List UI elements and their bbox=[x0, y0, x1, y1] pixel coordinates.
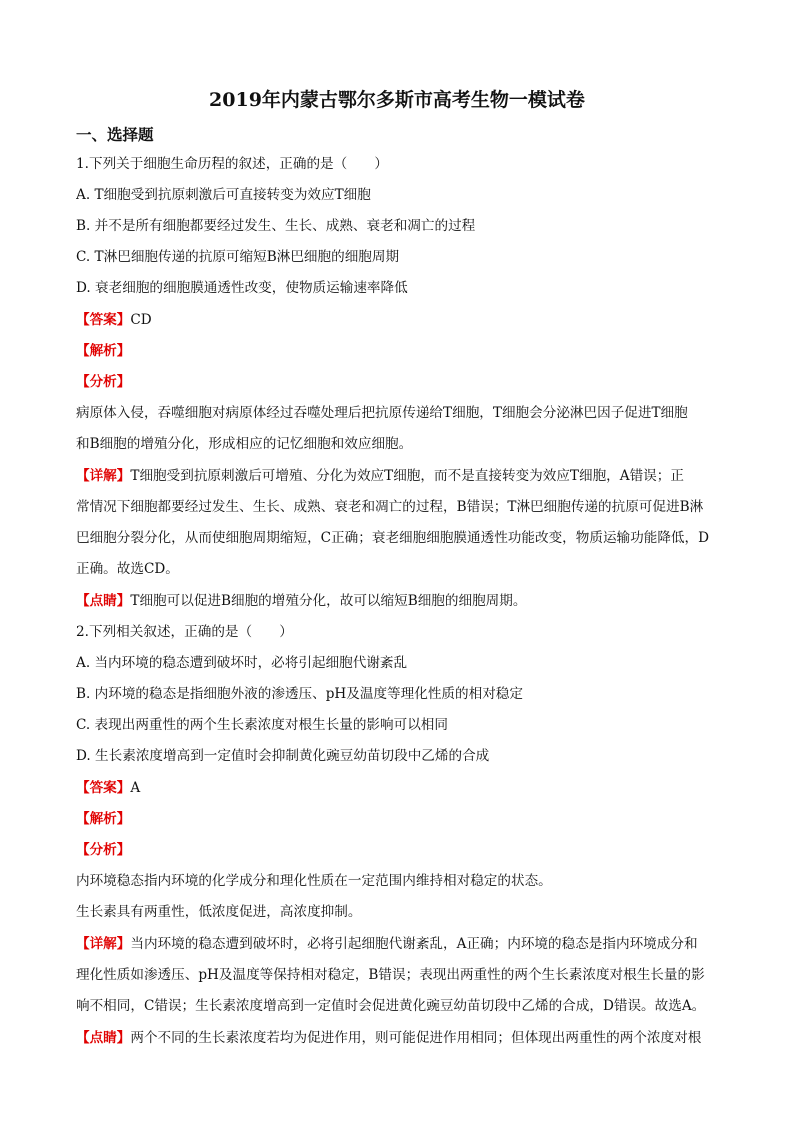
fenxi-tag: 【分析】 bbox=[76, 374, 131, 390]
q1-option-b: B. 并不是所有细胞都要经过发生、生长、成熟、衰老和凋亡的过程 bbox=[76, 218, 476, 234]
q1-xiangjie-line-4: 正确。故选CD。 bbox=[76, 561, 179, 577]
q2-answer bbox=[76, 776, 726, 800]
dianjing-text: 两个不同的生长素浓度若均为促进作用，则可能促进作用相同；但体现出两重性的两个浓度对根 bbox=[130, 1030, 702, 1046]
document-title: 2019年内蒙古鄂尔多斯市高考生物一模试卷 bbox=[209, 89, 585, 111]
answer-value: A bbox=[130, 780, 141, 796]
dianjing-tag: 【点睛】 bbox=[76, 1030, 131, 1046]
section-heading: 一、选择题 bbox=[76, 125, 154, 144]
answer-tag: 【答案】 bbox=[76, 312, 131, 328]
q2-fenxi-heading bbox=[76, 838, 726, 862]
q2-xiangjie-line-2: 理化性质如渗透压、pH及温度等保持相对稳定，B错误；表现出两重性的两个生长素浓度对根生长量的影 bbox=[76, 967, 705, 983]
q1-dianjing bbox=[76, 589, 726, 613]
q2-option-d: D. 生长素浓度增高到一定值时会抑制黄化豌豆幼苗切段中乙烯的合成 bbox=[76, 748, 490, 764]
q1-option-c: C. T淋巴细胞传递的抗原可缩短B淋巴细胞的细胞周期 bbox=[76, 249, 400, 265]
dianjing-tag: 【点睛】 bbox=[76, 593, 131, 609]
q2-fenxi-line-2: 生长素具有两重性，低浓度促进，高浓度抑制。 bbox=[76, 904, 362, 920]
xiangjie-text: T细胞受到抗原刺激后可增殖、分化为效应T细胞，而不是直接转变为效应T细胞，A错误；正 bbox=[130, 468, 684, 484]
q2-fenxi-line-1: 内环境稳态指内环境的化学成分和理化性质在一定范围内维持相对稳定的状态。 bbox=[76, 873, 552, 889]
q2-dianjing bbox=[76, 1026, 726, 1050]
q2-option-a: A. 当内环境的稳态遭到破坏时，必将引起细胞代谢紊乱 bbox=[76, 655, 408, 671]
q2-analysis-heading bbox=[76, 807, 726, 831]
q1-option-a: A. T细胞受到抗原刺激后可直接转变为效应T细胞 bbox=[76, 187, 371, 203]
q1-xiangjie-line-3: 巴细胞分裂分化，从而使细胞周期缩短，C正确；衰老细胞细胞膜通透性功能改变，物质运输功能降低，D bbox=[76, 530, 710, 546]
q1-xiangjie-line-2: 常情况下细胞都要经过发生、生长、成熟、衰老和凋亡的过程，B错误；T淋巴细胞传递的抗原可促进B淋 bbox=[76, 499, 704, 515]
q2-option-c: C. 表现出两重性的两个生长素浓度对根生长量的影响可以相同 bbox=[76, 717, 448, 733]
xiangjie-tag: 【详解】 bbox=[76, 468, 131, 484]
q1-fenxi-line-1: 病原体入侵，吞噬细胞对病原体经过吞噬处理后把抗原传递给T细胞，T细胞会分泌淋巴因子促进T细胞 bbox=[76, 405, 688, 421]
q2-xiangjie-line-1 bbox=[76, 932, 726, 956]
q2-option-b: B. 内环境的稳态是指细胞外液的渗透压、pH及温度等理化性质的相对稳定 bbox=[76, 686, 523, 702]
analysis-tag: 【解析】 bbox=[76, 811, 131, 827]
answer-value: CD bbox=[130, 312, 152, 328]
q2-xiangjie-line-3: 响不相同，C错误；生长素浓度增高到一定值时会促进黄化豌豆幼苗切段中乙烯的合成，D错误。故选A。 bbox=[76, 998, 706, 1014]
q2-stem: 2.下列相关叙述，正确的是（ ） bbox=[76, 624, 293, 640]
fenxi-tag: 【分析】 bbox=[76, 842, 131, 858]
xiangjie-tag: 【详解】 bbox=[76, 936, 131, 952]
q1-fenxi-line-2: 和B细胞的增殖分化，形成相应的记忆细胞和效应细胞。 bbox=[76, 436, 413, 452]
analysis-tag: 【解析】 bbox=[76, 343, 131, 359]
q1-fenxi-heading bbox=[76, 370, 726, 394]
q1-answer bbox=[76, 308, 726, 332]
q1-xiangjie-line-1 bbox=[76, 464, 726, 488]
q1-stem: 1.下列关于细胞生命历程的叙述，正确的是（ ） bbox=[76, 156, 389, 172]
answer-tag: 【答案】 bbox=[76, 780, 131, 796]
dianjing-text: T细胞可以促进B细胞的增殖分化，故可以缩短B细胞的细胞周期。 bbox=[130, 593, 527, 609]
q1-analysis-heading bbox=[76, 339, 726, 363]
q1-option-d: D. 衰老细胞的细胞膜通透性改变，使物质运输速率降低 bbox=[76, 280, 408, 296]
xiangjie-text: 当内环境的稳态遭到破坏时，必将引起细胞代谢紊乱，A正确；内环境的稳态是指内环境成分和 bbox=[130, 936, 698, 952]
